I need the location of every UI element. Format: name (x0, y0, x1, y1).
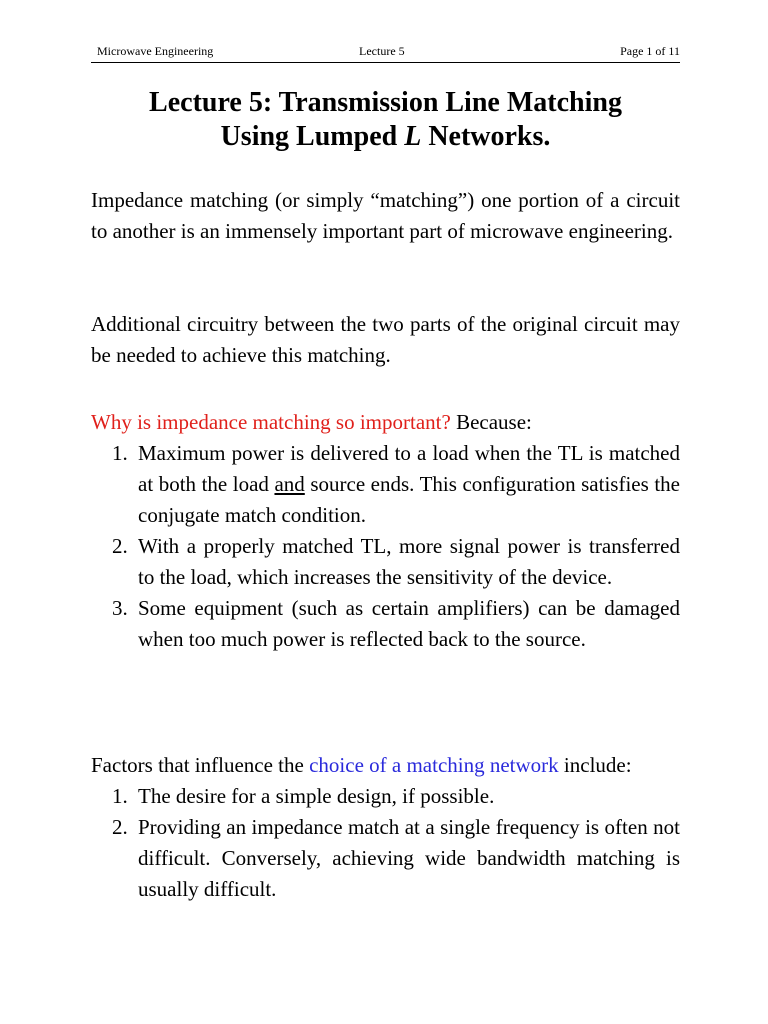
factors-list (91, 781, 680, 905)
title-line-1: Lecture 5: Transmission Line Matching (149, 87, 622, 118)
list-number: 2. (112, 815, 128, 839)
page-number: Page 1 of 11 (620, 44, 680, 58)
underlined-and: and (274, 472, 305, 496)
list-item (91, 812, 680, 905)
factors-heading (91, 750, 680, 781)
list-number: 1. (112, 441, 128, 465)
list-item (91, 438, 680, 531)
why-section (91, 407, 680, 655)
paragraph-additional: Additional circuitry between the two parts of the original circuit may be needed to achieve this matching. (91, 312, 680, 367)
why-question: Why is impedance matching so important? (91, 410, 451, 434)
factors-heading-start: Factors that influence the (91, 753, 310, 777)
why-because: Because: (450, 410, 532, 434)
factors-highlight: choice of a matching network (309, 753, 559, 777)
list-item-text: With a properly matched TL, more signal power is transferred to the load, which increases the sensitivity of the device. (138, 534, 680, 589)
list-number: 2. (112, 534, 128, 558)
list-item-text-end: source ends. This configuration satisfies the conjugate match condition. (138, 472, 680, 527)
factors-heading-end: include: (558, 753, 632, 777)
list-item (91, 593, 680, 655)
title-line-2-start: Using Lumped (220, 121, 405, 152)
why-list (91, 438, 680, 655)
list-item (91, 781, 680, 812)
list-item (91, 531, 680, 593)
list-number: 1. (112, 784, 128, 808)
page-header (91, 40, 680, 63)
lecture-label: Lecture 5 (359, 44, 405, 58)
course-name: Microwave Engineering (97, 44, 214, 58)
list-item-text: Some equipment (such as certain amplifiers) can be damaged when too much power is reflected back to the source. (138, 596, 680, 651)
title-line-2-end: Networks. (421, 121, 551, 152)
why-heading (91, 407, 680, 438)
factors-section (91, 750, 680, 905)
page-title (91, 86, 680, 154)
title-line-2 (91, 120, 680, 154)
title-italic-l: L (404, 121, 422, 152)
list-item-text: The desire for a simple design, if possible. (138, 784, 495, 808)
paragraph-intro: Impedance matching (or simply “matching”) one portion of a circuit to another is an immensely important part of microwave engineering. (91, 188, 680, 243)
list-item-text: Maximum power is delivered to a load when the TL is matched at both the load (138, 441, 680, 496)
list-item-text: Providing an impedance match at a single frequency is often not difficult. Conversely, achieving wide bandwidth matching is usually difficult. (138, 815, 680, 901)
list-number: 3. (112, 596, 128, 620)
